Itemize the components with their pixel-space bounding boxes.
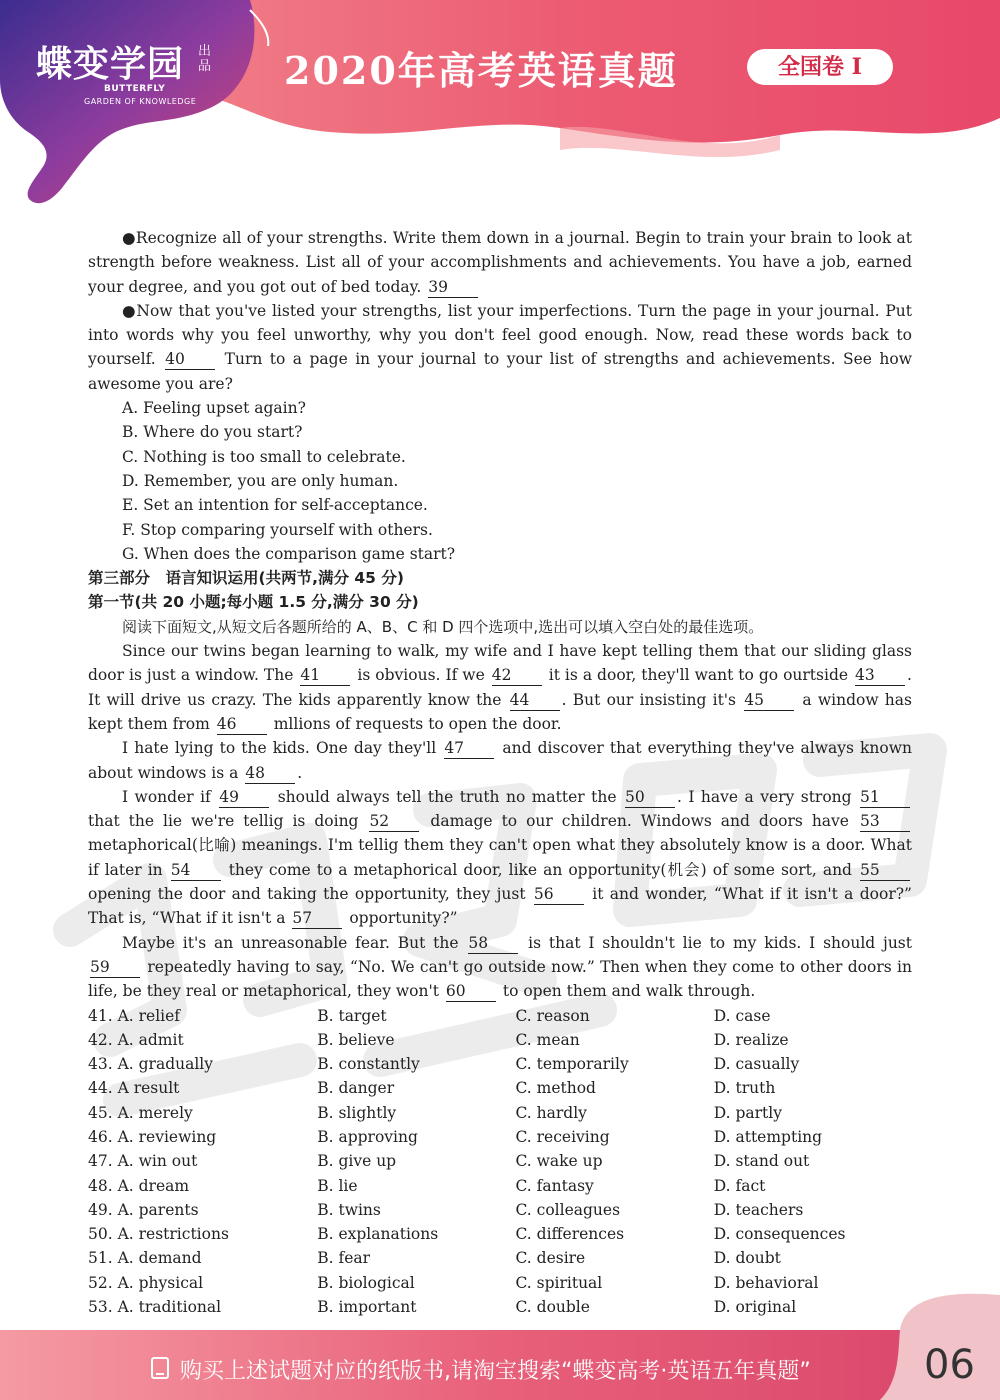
brand-logo: 蝶变学园 [36, 44, 185, 85]
blank-46: 46 [217, 715, 267, 735]
blank-45: 45 [744, 691, 794, 711]
cloze-paragraph: I wonder if 49 should always tell the truth no matter the 50 . I have a very strong 51 that the lie we're tellig is doing 52 damage to our children. Windows and doors have 53 metaphorical(比喻) meanings. I'm tellig them they can't open what they absolutely know is a door. What if later in 54 they come to a metaphorical door, like an opportunity(机会) of some sort, and 55 opening the door and taking the opportunity, they just 56 it and wonder, “What if it isn't a door?” That is, “What if it isn't a 57 opportunity?” [88, 787, 912, 928]
blank-49: 49 [219, 788, 269, 808]
blank-55: 55 [860, 861, 910, 881]
option-c: C. Nothing is too small to celebrate. [122, 447, 406, 466]
option-e: E. Set an intention for self-acceptance. [122, 496, 428, 515]
option-d: D. Remember, you are only human. [122, 471, 399, 490]
blank-39: 39 [428, 278, 478, 298]
blank-41: 41 [300, 666, 350, 686]
blank-48: 48 [245, 764, 295, 784]
section-instruction: 阅读下面短文,从短文后各题所给的 A、B、C 和 D 四个选项中,选出可以填入空白处的最佳选项。 [122, 617, 764, 636]
question-row: 43. A. gradually B. constantly C. temporarily D. casually [88, 1055, 800, 1074]
blank-42: 42 [492, 666, 542, 686]
blank-56: 56 [534, 885, 584, 905]
cloze-paragraph: Since our twins began learning to walk, my wife and I have kept telling them that our sliding glass door is just a window. The 41 is obvious. If we 42 it is a door, they'll want to go ourtside 43 . It will drive us crazy. The kids apparently know the 44 . But our insisting it's 45 a window has kept them from 46 mllions of requests to open the door. [88, 642, 912, 733]
blank-60: 60 [446, 982, 496, 1002]
option-a: A. Feeling upset again? [122, 399, 306, 418]
blank-51: 51 [860, 788, 910, 808]
option-g: G. When does the comparison game start? [122, 544, 456, 563]
header-background [0, 0, 1000, 215]
question-row: 49. A. parents B. twins C. colleagues D. teachers [88, 1200, 804, 1219]
reading-paragraph: ●Now that you've listed your strengths, list your imperfections. Turn the page in your journal. Put into words why you feel unworthy, why you don't feel good enough. Now, read these words back to yourself. 40 Turn to a page in your journal to your list of strengths and achievements. See how awesome you are? [88, 301, 912, 393]
section-title: 第三部分 语言知识运用(共两节,满分 45 分) [88, 569, 404, 588]
blank-50: 50 [625, 788, 675, 808]
footer-notice: 购买上述试题对应的纸版书,请淘宝搜索“蝶变高考·英语五年真题” [180, 1359, 811, 1384]
paper-badge: 全国卷 I [747, 49, 893, 85]
blank-47: 47 [444, 739, 494, 759]
question-row: 45. A. merely B. slightly C. hardly D. partly [88, 1103, 782, 1122]
brand-logo-sub: 出品 [198, 44, 212, 74]
blank-43: 43 [855, 666, 905, 686]
blank-53: 53 [860, 812, 910, 832]
question-row: 51. A. demand B. fear C. desire D. doubt [88, 1249, 781, 1268]
cloze-paragraph: Maybe it's an unreasonable fear. But the 58 is that I shouldn't lie to my kids. I should just 59 repeatedly having to say, “No. We can't go outside now.” Then when they come to other doors in life, be they real or metaphorical, they won't 60 to open them and walk through. [88, 933, 912, 1001]
page-content [88, 226, 912, 1319]
question-row: 44. A result B. danger C. method D. truth [88, 1079, 776, 1098]
blank-59: 59 [90, 958, 140, 978]
question-row: 48. A. dream B. lie C. fantasy D. fact [88, 1176, 766, 1195]
question-row: 46. A. reviewing B. approving C. receiving D. attempting [88, 1127, 823, 1146]
page-title: 2020年高考英语真题 [284, 48, 678, 93]
brand-english-line1: BUTTERFLY [104, 84, 166, 94]
section-subtitle: 第一节(共 20 小题;每小题 1.5 分,满分 30 分) [88, 593, 419, 612]
book-icon [150, 1356, 172, 1380]
blank-44: 44 [510, 691, 560, 711]
option-f: F. Stop comparing yourself with others. [122, 520, 433, 539]
question-row: 42. A. admit B. believe C. mean D. realize [88, 1030, 789, 1049]
page-header [0, 0, 1000, 215]
question-row: 52. A. physical B. biological C. spiritual D. behavioral [88, 1273, 819, 1292]
page-number: 06 [924, 1342, 975, 1388]
question-row: 50. A. restrictions B. explanations C. differences D. consequences [88, 1225, 846, 1244]
cloze-paragraph: I hate lying to the kids. One day they'll 47 and discover that everything they've always known about windows is a 48 . [88, 739, 912, 782]
brand-english-line2: GARDEN OF KNOWLEDGE [84, 97, 197, 106]
blank-57: 57 [292, 909, 342, 929]
option-b: B. Where do you start? [122, 423, 303, 442]
blank-58: 58 [468, 934, 518, 954]
blank-52: 52 [369, 812, 419, 832]
question-row: 47. A. win out B. give up C. wake up D. stand out [88, 1152, 810, 1171]
question-options-list [88, 1004, 912, 1320]
question-row: 53. A. traditional B. important C. double D. original [88, 1298, 797, 1317]
question-row: 41. A. relief B. target C. reason D. case [88, 1006, 771, 1025]
blank-54: 54 [171, 861, 221, 881]
reading-paragraph: ●Recognize all of your strengths. Write them down in a journal. Begin to train your brain to look at strength before weakness. List all of your accomplishments and achievements. You have a job, earned your degree, and you got out of bed today. 39 [88, 229, 912, 296]
blank-40: 40 [165, 350, 215, 370]
